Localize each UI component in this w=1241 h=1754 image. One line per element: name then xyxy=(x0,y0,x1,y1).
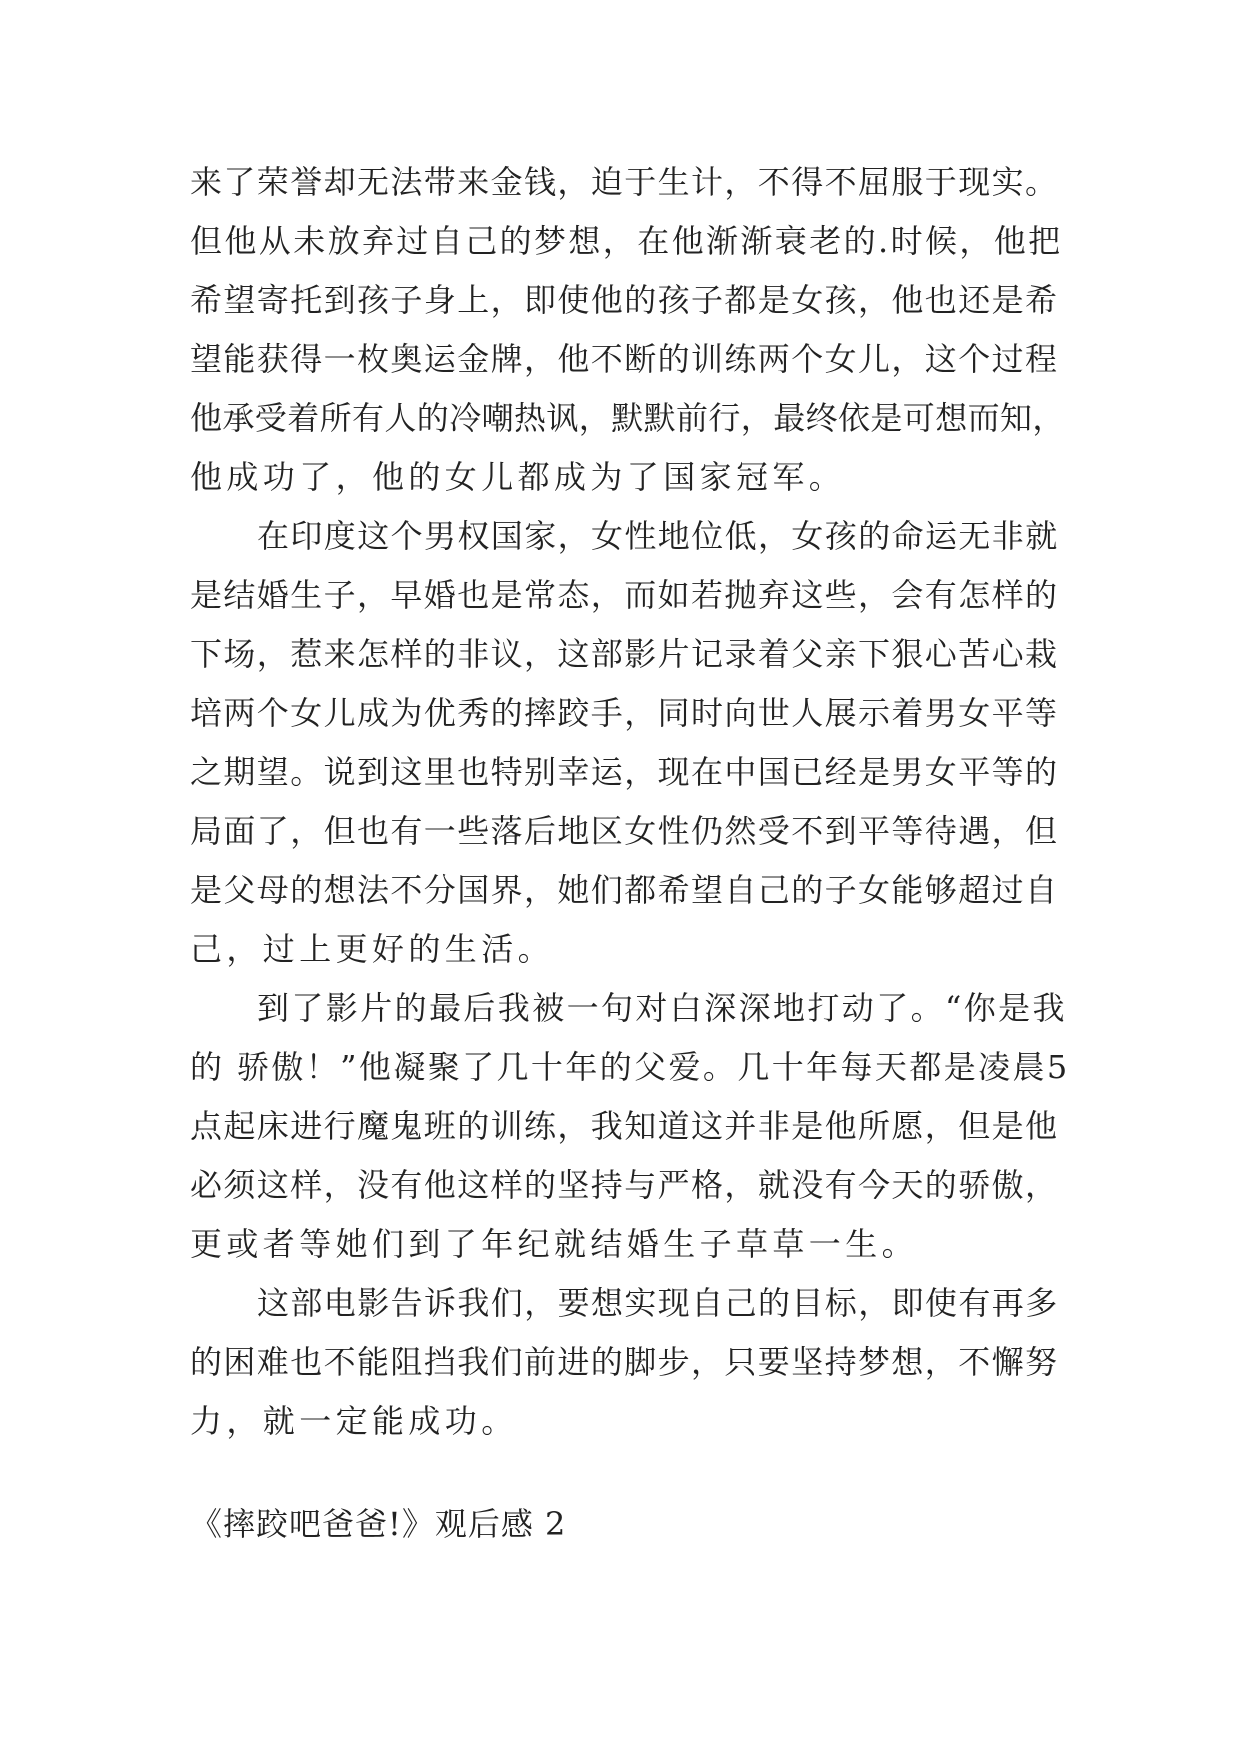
paragraph-1-line-1: 来了荣誉却无法带来金钱，迫于生计，不得不屈服于现实。 xyxy=(190,163,1059,201)
paragraph-2-line-4: 培两个女儿成为优秀的摔跤手，同时向世人展示着男女平等 xyxy=(190,694,1059,732)
paragraph-3-line-5: 更或者等她们到了年纪就结婚生子草草一生。 xyxy=(190,1225,919,1263)
paragraph-2-line-6: 局面了，但也有一些落后地区女性仍然受不到平等待遇，但 xyxy=(190,812,1059,850)
paragraph-1-line-5: 他承受着所有人的冷嘲热讽，默默前行，最终依是可想而知， xyxy=(190,399,1065,437)
paragraph-1-line-3: 希望寄托到孩子身上，即使他的孩子都是女孩，他也还是希 xyxy=(190,281,1059,319)
paragraph-4-line-2: 的困难也不能阻挡我们前进的脚步，只要坚持梦想，不懈努 xyxy=(190,1343,1059,1381)
paragraph-2-line-1: 在印度这个男权国家，女性地位低，女孩的命运无非就 xyxy=(257,517,1059,555)
paragraph-2-line-3: 下场，惹来怎样的非议，这部影片记录着父亲下狠心苦心栽 xyxy=(190,635,1059,673)
paragraph-1-line-6: 他成功了，他的女儿都成为了国家冠军。 xyxy=(190,458,846,496)
paragraph-2-line-2: 是结婚生子，早婚也是常态，而如若抛弃这些，会有怎样的 xyxy=(190,576,1059,614)
paragraph-1-line-4: 望能获得一枚奥运金牌，他不断的训练两个女儿，这个过程 xyxy=(190,340,1059,378)
paragraph-3-line-1: 到了影片的最后我被一句对白深深地打动了。“你是我 xyxy=(257,989,1067,1027)
paragraph-3-line-3: 点起床进行魔鬼班的训练，我知道这并非是他所愿，但是他 xyxy=(190,1107,1059,1145)
paragraph-2-line-5: 之期望。说到这里也特别幸运，现在中国已经是男女平等的 xyxy=(190,753,1059,791)
section-heading: 《摔跤吧爸爸!》观后感 2 xyxy=(190,1505,567,1543)
paragraph-4-line-1: 这部电影告诉我们，要想实现自己的目标，即使有再多 xyxy=(257,1284,1059,1322)
paragraph-3-line-2: 的 骄傲！”他凝聚了几十年的父爱。几十年每天都是凌晨5 xyxy=(190,1048,1070,1086)
paragraph-1-line-2: 但他从未放弃过自己的梦想，在他渐渐衰老的.时候，他把 xyxy=(190,222,1063,260)
paragraph-2-line-7: 是父母的想法不分国界，她们都希望自己的子女能够超过自 xyxy=(190,871,1059,909)
paragraph-4-line-3: 力，就一定能成功。 xyxy=(190,1402,518,1440)
paragraph-3-line-4: 必须这样，没有他这样的坚持与严格，就没有今天的骄傲， xyxy=(190,1166,1059,1204)
paragraph-2-line-8: 己，过上更好的生活。 xyxy=(190,930,555,968)
